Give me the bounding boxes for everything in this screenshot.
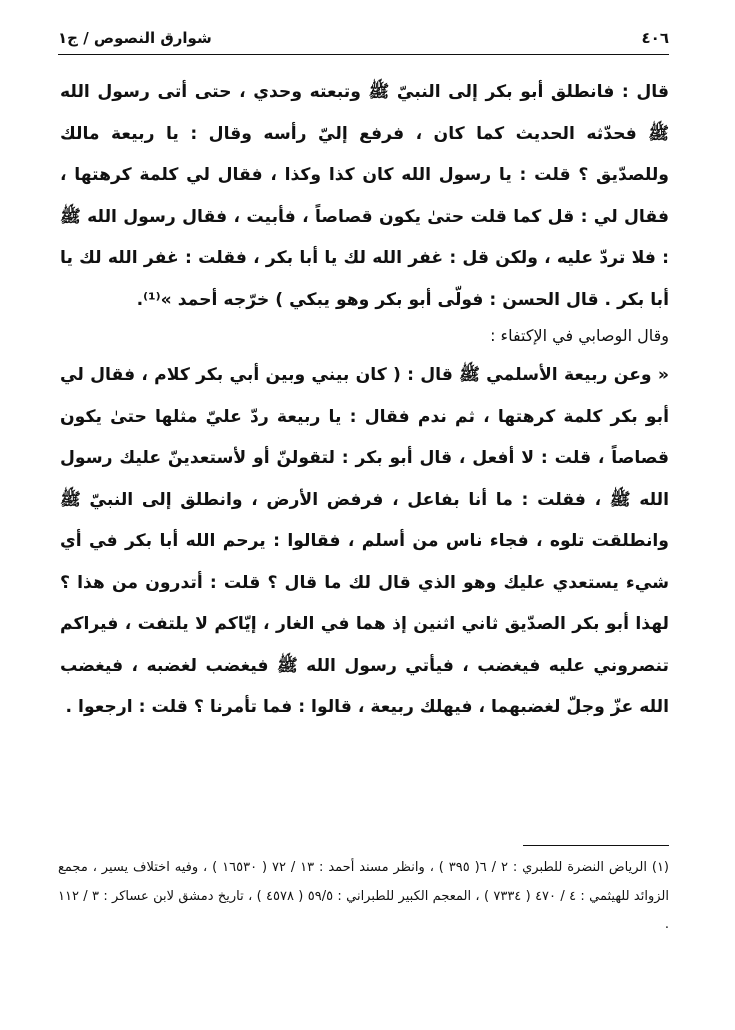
running-header <box>58 26 669 50</box>
header-rule <box>58 54 669 55</box>
paragraph-intro: وقال الوصابي في الإكتفاء : <box>490 326 669 345</box>
book-title: شوارق النصوص / ج١ <box>58 29 212 47</box>
footnotes <box>58 854 669 940</box>
footnote-1: (١) الرياض النضرة للطبري : ٢ / ٦( ٣٩٥ ) ، وانظر مسند أحمد : ١٣ / ٧٢ ( ١٦٥٣٠ ) ، وفيه اختلاف يسير ، مجمع الزوائد للهيثمي : ٤ / ٤٧٠ ( ٧٣٣٤ ) ، المعجم الكبير للطبراني : ٥٩/٥ ( ٤٥٧٨ ) ، تاريخ دمشق لابن عساكر : ٣ / ١١٢ . <box>58 860 669 932</box>
page-number: ٤٠٦ <box>641 29 669 47</box>
footnote-rule <box>523 845 669 846</box>
paragraph-rabia-narration: « وعن ربيعة الأسلمي ﷺ قال : ( كان بيني وبين أبي بكر كلام ، فقال لي أبو بكر كلمة كرهتها ، ثم ندم فقال : يا ربيعة ردّ عليّ مثلها حتىٰ يكون قصاصاً ، قلت : لا أفعل ، قال أبو بكر : لتقولنّ أو لأستعدينّ عليك رسول الله ﷺ ، فقلت : ما أنا بفاعل ، فرفض الأرض ، وانطلق إلى النبيّ ﷺ وانطلقت تلوه ، فجاء ناس من أسلم ، فقالوا : يرحم الله أبا بكر في أي شيء يستعدي عليك وهو الذي قال لك ما قال ؟ قلت : أتدرون من هذا ؟ لهذا أبو بكر الصدّيق ثاني اثنين إذ هما في الغار ، إيّاكم لا يلتفت ، فيراكم تنصروني عليه فيغضب ، فيأتي رسول الله ﷺ فيغضب لغضبه ، فيغضب الله عزّ وجلّ لغضبهما ، فيهلك ربيعة ، قالوا : فما تأمرنا ؟ قلت : ارجعوا . <box>60 365 669 717</box>
main-text <box>60 72 669 729</box>
paragraph-hadith-continuation: قال : فانطلق أبو بكر إلى النبيّ ﷺ وتبعته وحدي ، حتى أتى رسول الله ﷺ فحدّثه الحديث كما كان ، فرفع إليّ رأسه وقال : يا ربيعة مالك وللصدّيق ؟ قلت : يا رسول الله كان كذا وكذا ، فقال لي كلمة كرهتها ، فقال لي : قل كما قلت حتىٰ يكون قصاصاً ، فأبيت ، فقال رسول الله ﷺ : فلا تردّ عليه ، ولكن قل : غفر الله لك يا أبا بكر ، فقلت : غفر الله لك يا أبا بكر . قال الحسن : فولّى أبو بكر وهو يبكي ) خرّجه أحمد »⁽¹⁾. <box>60 82 669 310</box>
